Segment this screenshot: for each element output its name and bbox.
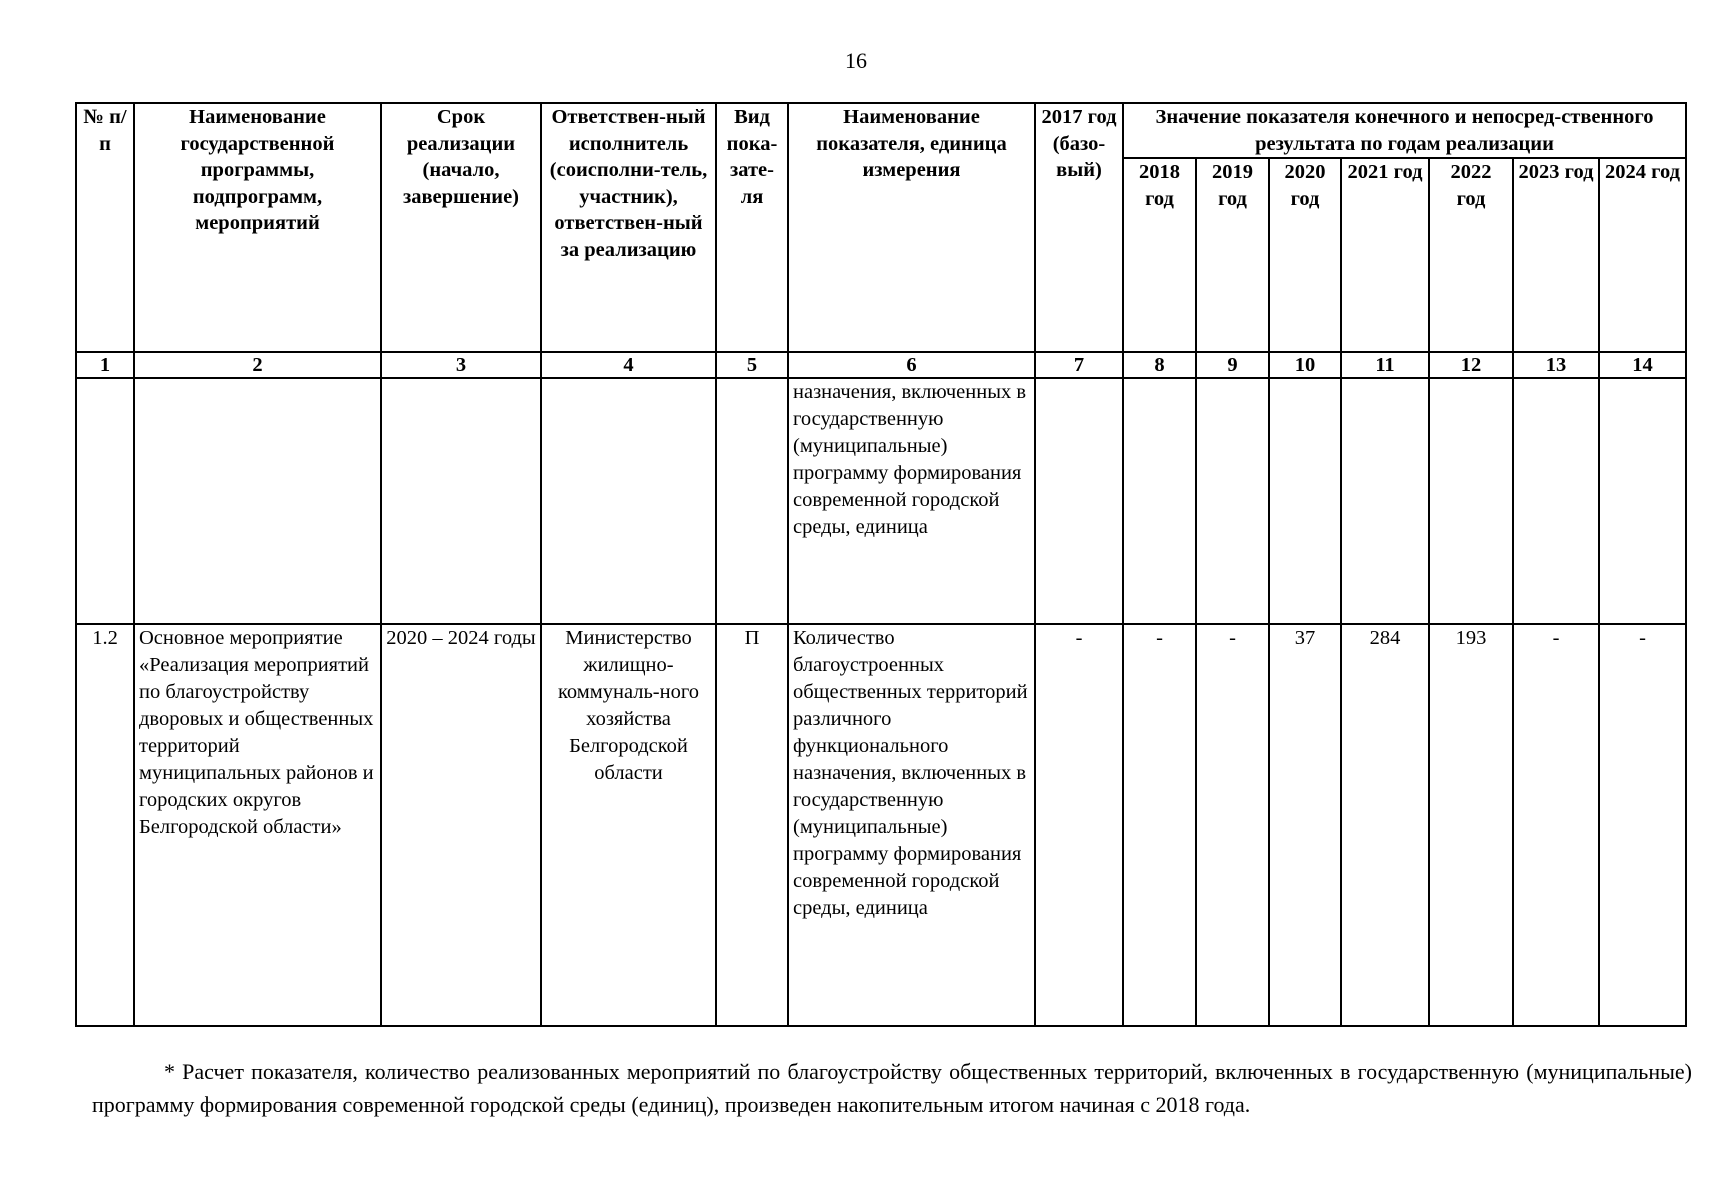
header-year-2023: 2023 год <box>1513 158 1599 352</box>
row-value-2018: - <box>1123 624 1196 1026</box>
header-base-year: 2017 год (базо-вый) <box>1035 103 1123 352</box>
column-number: 8 <box>1123 352 1196 378</box>
row-indicator-name: Количество благоустроенных общественных территорий различного функционального назначения, включенных в государственную (муниципальные) программу формирования современной городской среды, единица <box>788 624 1035 1026</box>
row-indicator-type <box>716 378 788 624</box>
column-number: 13 <box>1513 352 1599 378</box>
row-program-name: Основное мероприятие «Реализация мероприятий по благоустройству дворовых и общественных территорий муниципальных районов и городских округов Белгородской области» <box>134 624 381 1026</box>
row-number: 1.2 <box>76 624 134 1026</box>
header-years-group: Значение показателя конечного и непосред-ственного результата по годам реализации <box>1123 103 1686 158</box>
column-number: 7 <box>1035 352 1123 378</box>
header-year-2021: 2021 год <box>1341 158 1429 352</box>
row-value-2024 <box>1599 378 1686 624</box>
row-value-2020: 37 <box>1269 624 1341 1026</box>
header-year-2018: 2018 год <box>1123 158 1196 352</box>
table-row-continuation <box>76 378 1686 624</box>
row-indicator-name: назначения, включенных в государственную (муниципальные) программу формирования современной городской среды, единица <box>788 378 1035 624</box>
row-value-2021: 284 <box>1341 624 1429 1026</box>
header-indicator-name: Наименование показателя, единица измерения <box>788 103 1035 352</box>
row-number <box>76 378 134 624</box>
column-number: 12 <box>1429 352 1513 378</box>
column-number: 9 <box>1196 352 1269 378</box>
column-number: 4 <box>541 352 716 378</box>
row-value-2019: - <box>1196 624 1269 1026</box>
row-value-2018 <box>1123 378 1196 624</box>
header-year-2022: 2022 год <box>1429 158 1513 352</box>
header-indicator-type: Вид пока-зате-ля <box>716 103 788 352</box>
column-number: 3 <box>381 352 541 378</box>
footnote: * Расчет показателя, количество реализованных мероприятий по благоустройству общественных территорий, включенных в государственную (муниципальные) программу формирования современной городской среды (единиц), произведен накопительным итогом начиная с 2018 года. <box>92 1059 1692 1117</box>
page-number: 16 <box>845 48 867 73</box>
column-number: 6 <box>788 352 1035 378</box>
column-number: 1 <box>76 352 134 378</box>
row-base-value: - <box>1035 624 1123 1026</box>
column-number: 14 <box>1599 352 1686 378</box>
column-number: 5 <box>716 352 788 378</box>
row-executor: Министерство жилищно-коммуналь-ного хозяйства Белгородской области <box>541 624 716 1026</box>
row-executor <box>541 378 716 624</box>
header-row-1 <box>76 103 1686 158</box>
column-number: 2 <box>134 352 381 378</box>
row-base-value <box>1035 378 1123 624</box>
row-value-2021 <box>1341 378 1429 624</box>
row-period <box>381 378 541 624</box>
row-value-2019 <box>1196 378 1269 624</box>
column-number: 11 <box>1341 352 1429 378</box>
row-value-2024: - <box>1599 624 1686 1026</box>
header-year-2020: 2020 год <box>1269 158 1341 352</box>
header-number: № п/п <box>76 103 134 352</box>
row-value-2022 <box>1429 378 1513 624</box>
header-executor: Ответствен-ный исполнитель (соисполни-тель, участник), ответствен-ный за реализацию <box>541 103 716 352</box>
row-value-2023: - <box>1513 624 1599 1026</box>
header-program-name: Наименование государственной программы, подпрограмм, мероприятий <box>134 103 381 352</box>
header-year-2024: 2024 год <box>1599 158 1686 352</box>
row-value-2020 <box>1269 378 1341 624</box>
table-row-1-2 <box>76 624 1686 1026</box>
row-program-name <box>134 378 381 624</box>
row-value-2022: 193 <box>1429 624 1513 1026</box>
column-numbers-row <box>76 352 1686 378</box>
column-number: 10 <box>1269 352 1341 378</box>
row-period: 2020 – 2024 годы <box>381 624 541 1026</box>
row-value-2023 <box>1513 378 1599 624</box>
row-indicator-type: П <box>716 624 788 1026</box>
header-period: Срок реализации (начало, завершение) <box>381 103 541 352</box>
header-year-2019: 2019 год <box>1196 158 1269 352</box>
indicators-table <box>75 102 1687 1027</box>
